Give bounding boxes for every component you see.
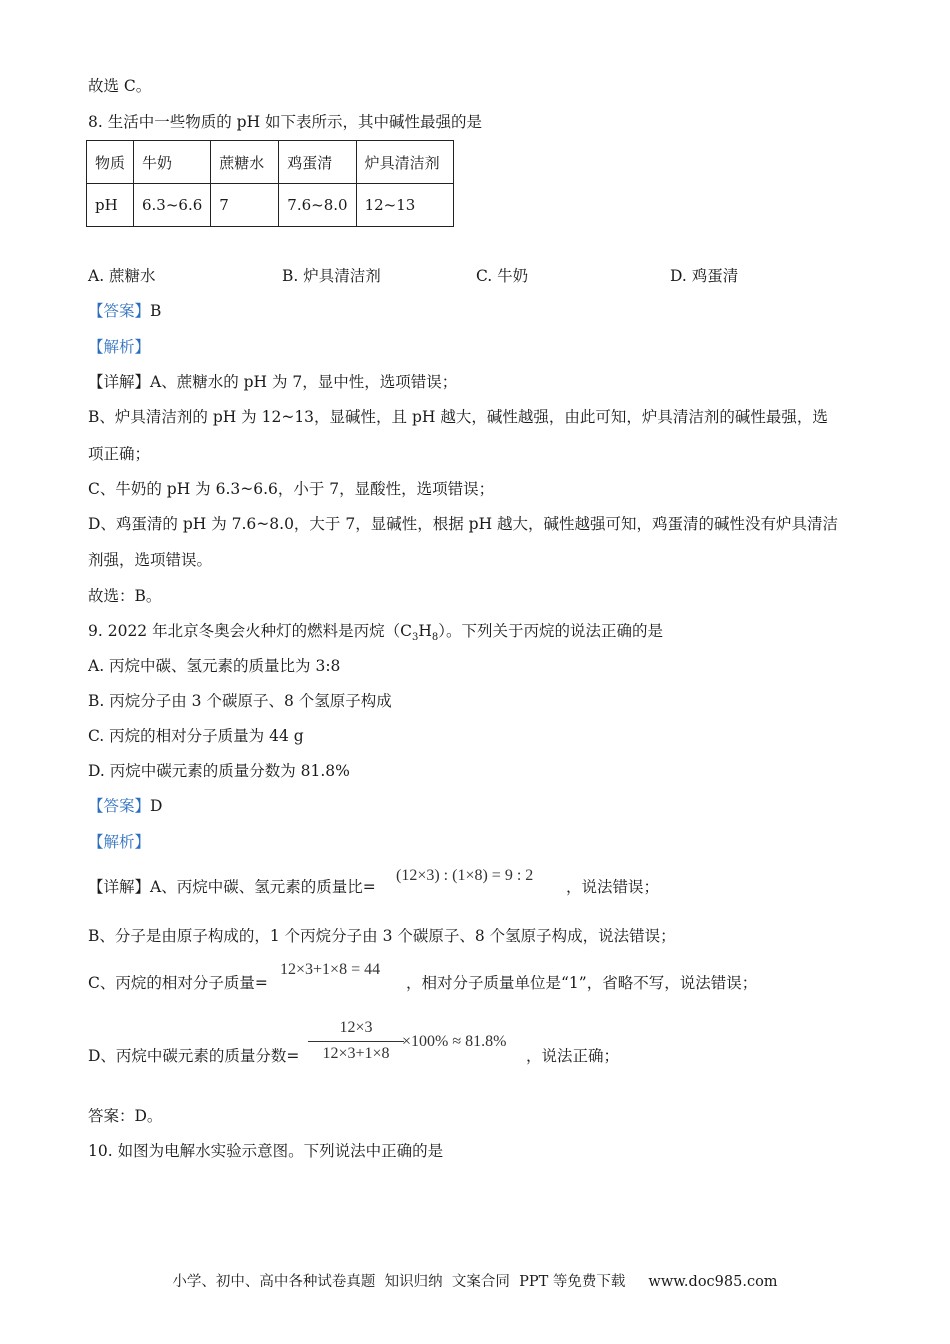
question-8-stem: 8. 生活中一些物质的 pH 如下表所示，其中碱性最强的是: [88, 113, 483, 131]
line-prev-answer: 故选 C。: [88, 77, 152, 95]
answer-8: [88, 301, 161, 321]
answer-tag: 【答案】: [88, 302, 151, 320]
option-9b: B. 丙烷分子由 3 个碳原子、8 个氢原子构成: [88, 692, 392, 710]
option-8a: A. 蔗糖水: [88, 267, 156, 285]
table-header-row: [87, 141, 454, 184]
question-10-stem: 10. 如图为电解水实验示意图。下列说法中正确的是: [88, 1142, 444, 1160]
table-cell: 7: [211, 184, 279, 227]
answer-tag: 【答案】: [88, 797, 151, 815]
option-8b: B. 炉具清洁剂: [282, 267, 381, 285]
fraction-denominator: 12×3+1×8: [322, 1045, 390, 1062]
detail-8-b: B、炉具清洁剂的 pH 为 12~13，显碱性，且 pH 越大，碱性越强，由此可知，炉具清洁剂的碱性最强，选: [88, 408, 828, 426]
detail-9-a-end: ，说法错误；: [566, 878, 660, 896]
table-cell: 物质: [87, 141, 134, 184]
formula-percent: ×100% ≈ 81.8%: [402, 1033, 507, 1050]
option-8d: D. 鸡蛋清: [670, 267, 739, 285]
detail-9-b: B、分子是由原子构成的，1 个丙烷分子由 3 个碳原子、8 个氢原子构成，说法错误；: [88, 927, 676, 945]
detail-tag: 【详解】: [88, 878, 151, 896]
detail-9-a: [88, 877, 376, 897]
q9-sub: 8: [431, 632, 439, 644]
fraction-numerator: 12×3: [339, 1019, 373, 1036]
detail-8-d-cont: 剂强，选项错误。: [88, 551, 213, 569]
answer-value: D: [150, 797, 163, 815]
table-cell: 12~13: [356, 184, 453, 227]
detail-9-c-end: ，相对分子质量单位是“1”，省略不写，说法错误；: [406, 974, 758, 992]
table-row: [87, 184, 454, 227]
analysis-tag-8: 【解析】: [88, 338, 151, 356]
q9-text: ）。下列关于丙烷的说法正确的是: [438, 622, 663, 640]
detail-9-d: D、丙烷中碳元素的质量分数=: [88, 1047, 300, 1065]
ph-table: [86, 140, 454, 227]
q9-text: H: [418, 622, 432, 640]
q9-text: 9. 2022 年北京冬奥会火种灯的燃料是丙烷（C: [88, 622, 412, 640]
page-footer: 小学、初中、高中各种试卷真题 知识归纳 文案合同 PPT 等免费下载 www.doc985.com: [172, 1274, 778, 1290]
fraction: [308, 1018, 404, 1064]
detail-9-d-end: ，说法正确；: [526, 1047, 620, 1065]
fraction-bar: [308, 1041, 404, 1042]
option-9d: D. 丙烷中碳元素的质量分数为 81.8%: [88, 762, 350, 780]
detail-text: A、蔗糖水的 pH 为 7，显中性，选项错误；: [150, 373, 458, 391]
formula-mass-ratio: (12×3) : (1×8) = 9 : 2: [396, 867, 534, 884]
option-9c: C. 丙烷的相对分子质量为 44 g: [88, 727, 304, 745]
table-cell: 鸡蛋清: [279, 141, 356, 184]
detail-9-c: C、丙烷的相对分子质量=: [88, 974, 268, 992]
answer-value: B: [150, 302, 162, 320]
option-9a: A. 丙烷中碳、氢元素的质量比为 3:8: [88, 657, 341, 675]
formula-molar-mass: 12×3+1×8 = 44: [280, 961, 381, 978]
detail-8-a: [88, 372, 457, 392]
detail-8-d: D、鸡蛋清的 pH 为 7.6~8.0，大于 7，显碱性，根据 pH 越大，碱性越强可知，鸡蛋清的碱性没有炉具清洁: [88, 515, 839, 533]
option-8c: C. 牛奶: [476, 267, 529, 285]
table-cell: 炉具清洁剂: [356, 141, 453, 184]
conclusion-8: 故选：B。: [88, 587, 162, 605]
detail-8-b-cont: 项正确；: [88, 445, 151, 463]
question-9-stem: [88, 621, 663, 648]
answer-9: [88, 796, 162, 816]
table-cell: 7.6~8.0: [279, 184, 356, 227]
detail-text: A、丙烷中碳、氢元素的质量比=: [150, 878, 376, 896]
conclusion-9: 答案：D。: [88, 1107, 163, 1125]
detail-8-c: C、牛奶的 pH 为 6.3~6.6，小于 7，显酸性，选项错误；: [88, 480, 495, 498]
table-cell: 6.3~6.6: [134, 184, 211, 227]
analysis-tag-9: 【解析】: [88, 833, 151, 851]
table-cell: pH: [87, 184, 134, 227]
table-cell: 蔗糖水: [211, 141, 279, 184]
table-cell: 牛奶: [134, 141, 211, 184]
detail-tag: 【详解】: [88, 373, 151, 391]
q9-sub: 3: [411, 632, 419, 644]
